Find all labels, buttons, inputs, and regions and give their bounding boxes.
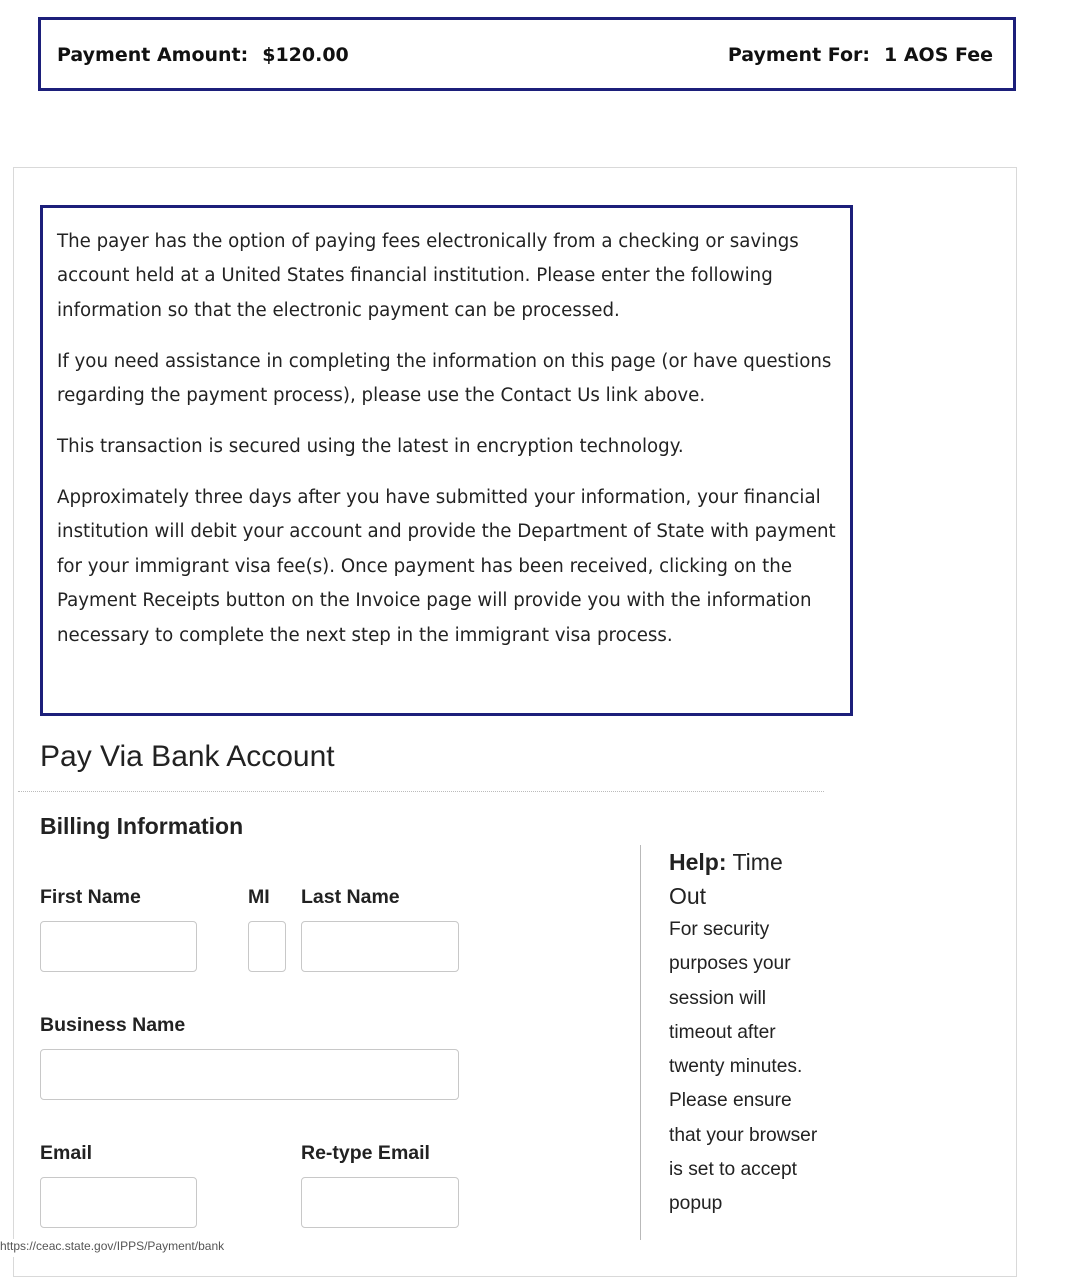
- payment-for-value: 1 AOS Fee: [884, 44, 993, 66]
- notice-paragraph: This transaction is secured using the latest in encryption technology.: [57, 436, 684, 458]
- first-name-input[interactable]: [40, 921, 197, 972]
- payment-amount-value: $120.00: [262, 44, 349, 66]
- help-title-rest: Time Out: [669, 849, 783, 909]
- payment-amount-label: Payment Amount:: [57, 44, 249, 66]
- last-name-input[interactable]: [301, 921, 459, 972]
- payment-for: [728, 44, 993, 66]
- billing-information-heading: Billing Information: [40, 813, 244, 839]
- mi-label: MI: [248, 886, 270, 908]
- email-label: Email: [40, 1142, 93, 1164]
- notice-paragraph: If you need assistance in completing the information on this page (or have questions regarding the payment process), please use the Contact Us link above.: [57, 350, 832, 407]
- last-name-label: Last Name: [301, 886, 400, 908]
- section-divider: [18, 791, 824, 792]
- payment-notice: [40, 205, 853, 716]
- help-title-bold: Help:: [669, 849, 727, 875]
- help-sidebar: [640, 845, 830, 1240]
- section-title: Pay Via Bank Account: [40, 740, 335, 773]
- retype-email-label: Re-type Email: [301, 1142, 430, 1164]
- email-input[interactable]: [40, 1177, 197, 1228]
- retype-email-input[interactable]: [301, 1177, 459, 1228]
- status-bar-url: https://ceac.state.gov/IPPS/Payment/bank: [0, 1239, 260, 1257]
- business-name-input[interactable]: [40, 1049, 459, 1100]
- help-title: [669, 845, 819, 913]
- payment-summary: [38, 17, 1016, 91]
- notice-paragraph: Approximately three days after you have submitted your information, your financial institution will debit your account and provide the Department of State with payment for your immigrant visa fee(s). Once payment has been received, clicking on the Payment Receipts button on the Invoice page will provide you with the information necessary to complete the next step in the immigrant visa process.: [57, 486, 836, 646]
- payment-for-label: Payment For:: [727, 44, 871, 66]
- first-name-label: First Name: [40, 886, 141, 908]
- payment-amount: [57, 44, 349, 66]
- help-body: For security purposes your session will timeout after twenty minutes. Please ensure that your browser is set to accept popup: [669, 919, 818, 1215]
- business-name-label: Business Name: [40, 1014, 186, 1036]
- notice-paragraph: The payer has the option of paying fees electronically from a checking or savings account held at a United States financial institution. Please enter the following information so that the electronic payment can be processed.: [57, 231, 799, 321]
- mi-input[interactable]: [248, 921, 286, 972]
